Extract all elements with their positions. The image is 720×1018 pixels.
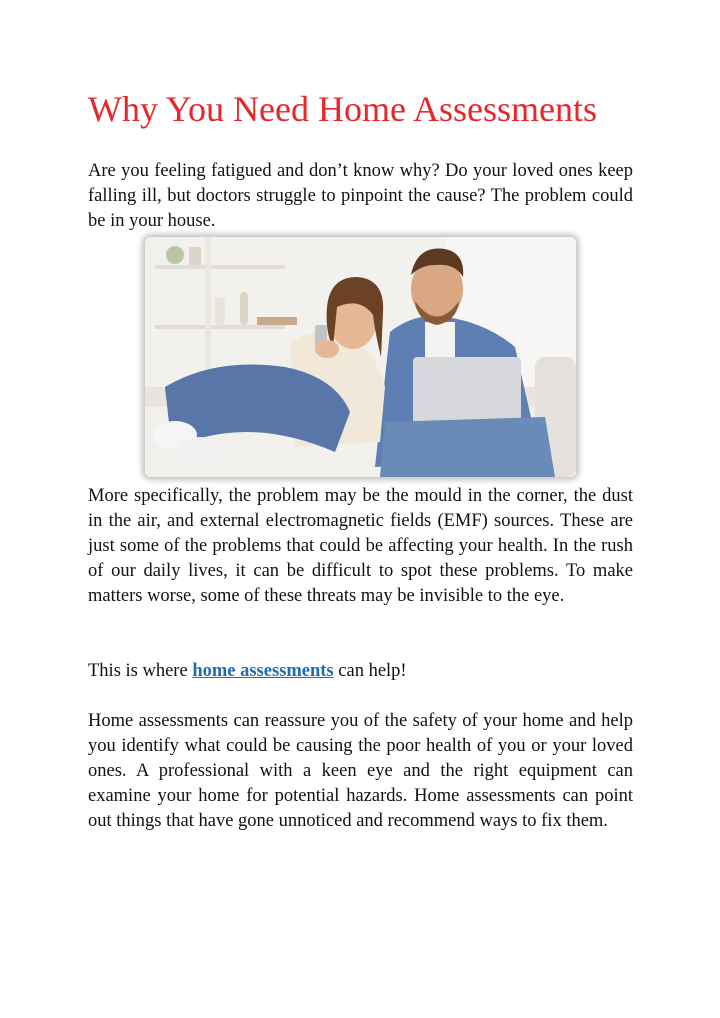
benefits-paragraph: Home assessments can reassure you of the safety of your home and help you identify what could be causing the poor health of you or your loved ones. A professional with a keen eye and the right equipment can examine your home for potential hazards. Home assessments can point out things that have gone unnoticed and recommend ways to fix them. bbox=[88, 711, 633, 831]
photo-illustration bbox=[145, 237, 576, 477]
home-assessments-link[interactable]: home assessments bbox=[192, 661, 334, 681]
page-title: Why You Need Home Assessments bbox=[88, 89, 597, 129]
cta-paragraph bbox=[88, 659, 633, 684]
intro-paragraph: Are you feeling fatigued and don’t know why? Do your loved ones keep falling ill, but doctors struggle to pinpoint the cause? The problem could be in your house. bbox=[88, 161, 633, 231]
problems-paragraph: More specifically, the problem may be the mould in the corner, the dust in the air, and external electromagnetic fields (EMF) sources. These are just some of the problems that could be affecting your health. In the rush of our daily lives, it can be difficult to spot these problems. To make matters worse, some of these threats may be invisible to the eye. bbox=[88, 486, 633, 606]
couple-on-sofa-photo bbox=[145, 237, 576, 477]
cta-text-before: This is where bbox=[88, 661, 188, 681]
cta-text-after: can help! bbox=[338, 661, 407, 681]
